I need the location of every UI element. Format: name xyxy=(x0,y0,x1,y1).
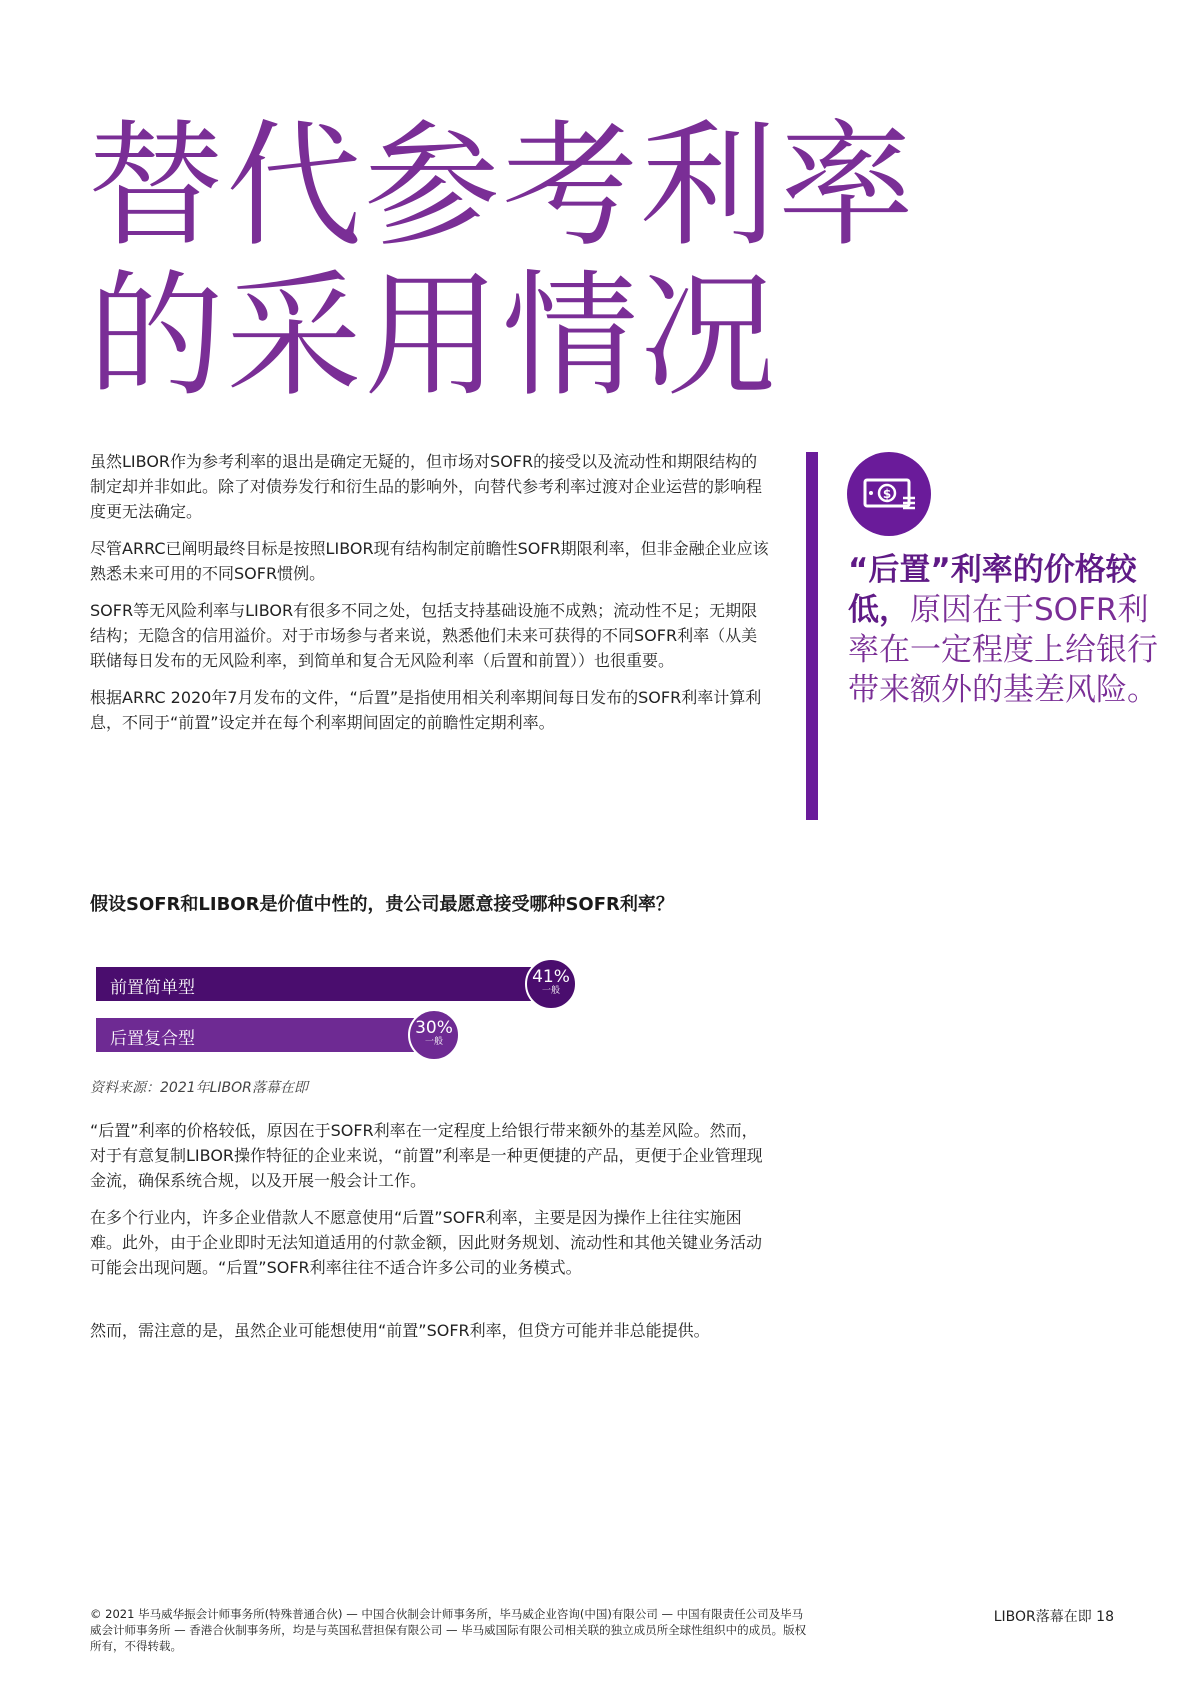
chart-source: 资料来源：2021年LIBOR落幕在即 xyxy=(90,1080,308,1096)
body-paragraph-1: “后置”利率的价格较低，原因在于SOFR利率在一定程度上给银行带来额外的基差风险。然而，对于有意复制LIBOR操作特征的企业来说，“前置”利率是一种更便捷的产品，更便于企业管理现金流，确保系统合规，以及开展一般会计工作。 xyxy=(90,1121,763,1190)
chart-title: 假设SOFR和LIBOR是价值中性的，贵公司最愿意接受哪种SOFR利率？ xyxy=(90,894,674,915)
footer-legal: © 2021 毕马威华振会计师事务所(特殊普通合伙) — 中国合伙制会计师事务所，毕马威企业咨询(中国)有限公司 — 中国有限责任公司及毕马威会计师事务所 — 香港合伙制事务所，均是与英国私营担保有限公司 — 毕马威国际有限公司相关联的独立成员所全球性组织中的成员。版权所有，不得转载。 xyxy=(90,1607,807,1653)
money-icon xyxy=(847,452,931,536)
badge-value-forward-simple: 41% xyxy=(532,967,570,987)
body-text xyxy=(90,1118,770,1355)
page-title-line-2: 的采用情况 xyxy=(88,258,778,416)
bar-forward-simple xyxy=(96,967,531,1001)
bar-label-forward-simple: 前置简单型 xyxy=(110,978,195,998)
intro-paragraph-1: 虽然LIBOR作为参考利率的退出是确定无疑的，但市场对SOFR的接受以及流动性和期限结构的制定却并非如此。除了对债券发行和衍生品的影响外，向替代参考利率过渡对企业运营的影响程度更无法确定。 xyxy=(90,452,763,521)
badge-forward-simple xyxy=(525,958,577,1010)
badge-value-backward-compound: 30% xyxy=(415,1018,453,1038)
body-paragraph-3: 然而，需注意的是，虽然企业可能想使用“前置”SOFR利率，但贷方可能并非总能提供。 xyxy=(90,1321,710,1340)
sidebar-divider xyxy=(806,452,818,820)
intro-paragraph-3: SOFR等无风险利率与LIBOR有很多不同之处，包括支持基础设施不成熟；流动性不足；无期限结构；无隐含的信用溢价。对于市场参与者来说，熟悉他们未来可获得的不同SOFR利率（从美联储每日发布的无风险利率，到简单和复合无风险利率（后置和前置））也很重要。 xyxy=(90,601,758,670)
callout-emphasis: “后置”利率的价格较低， xyxy=(848,552,1137,628)
intro-paragraph-2: 尽管ARRC已阐明最终目标是按照LIBOR现有结构制定前瞻性SOFR期限利率，但非金融企业应该熟悉未来可用的不同SOFR惯例。 xyxy=(90,539,769,583)
callout-text: 原因在于SOFR利率在一定程度上给银行带来额外的基差风险。 xyxy=(848,592,1158,708)
page-number: LIBOR落幕在即 18 xyxy=(993,1609,1114,1625)
page-title xyxy=(88,108,968,416)
bar-label-backward-compound: 后置复合型 xyxy=(110,1029,195,1049)
intro-text xyxy=(90,449,770,747)
bar-chart xyxy=(96,955,796,1075)
badge-sub-forward-simple: 一般 xyxy=(541,986,560,996)
bar-backward-compound xyxy=(96,1018,414,1052)
badge-backward-compound xyxy=(408,1009,460,1061)
badge-sub-backward-compound: 一般 xyxy=(424,1037,443,1047)
page-title-line-1: 替代参考利率 xyxy=(88,108,916,266)
intro-paragraph-4: 根据ARRC 2020年7月发布的文件，“后置”是指使用相关利率期间每日发布的SOFR利率计算利息，不同于“前置”设定并在每个利率期间固定的前瞻性定期利率。 xyxy=(90,688,762,732)
callout-quote xyxy=(848,550,1178,710)
svg-text:$: $ xyxy=(882,487,892,501)
body-paragraph-2: 在多个行业内，许多企业借款人不愿意使用“后置”SOFR利率，主要是因为操作上往往实施困难。此外，由于企业即时无法知道适用的付款金额，因此财务规划、流动性和其他关键业务活动可能会出现问题。“后置”SOFR利率往往不适合许多公司的业务模式。 xyxy=(90,1208,763,1277)
